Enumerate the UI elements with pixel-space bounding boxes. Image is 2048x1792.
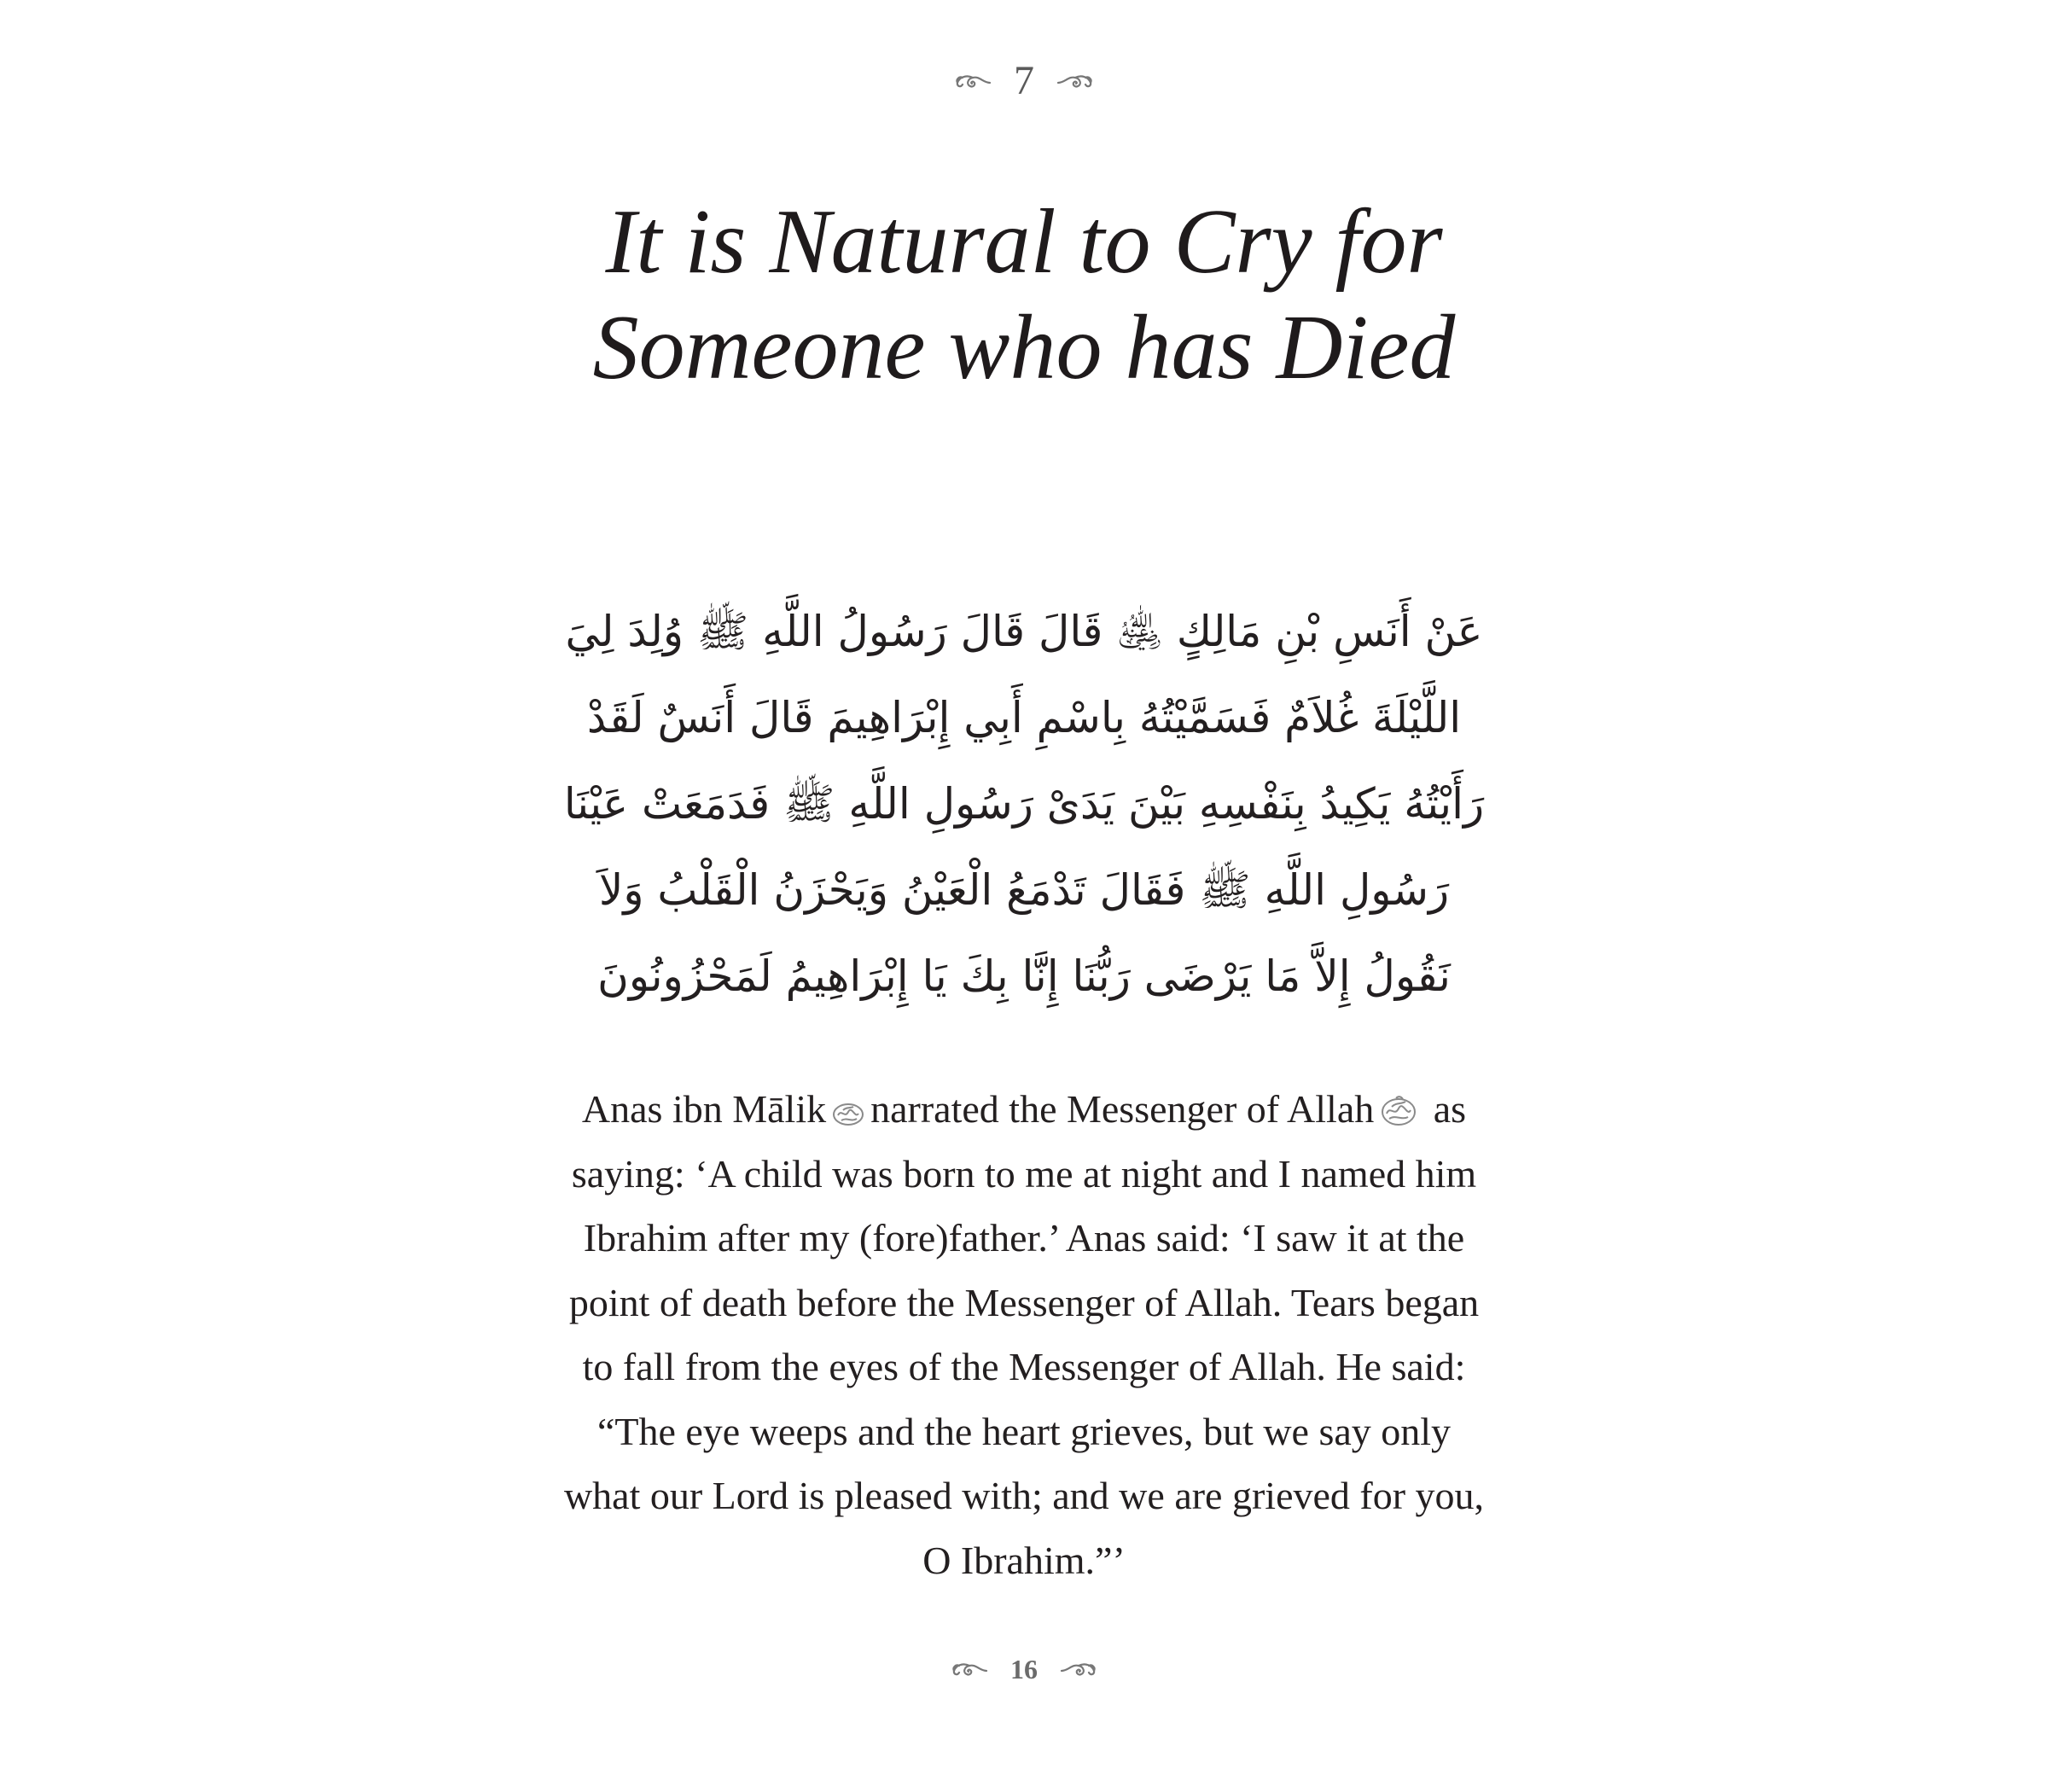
chapter-number: 7 (1014, 58, 1034, 103)
fleuron-right-icon (1056, 71, 1094, 91)
fleuron-left-icon (954, 71, 992, 91)
narrator-name: Anas ibn Mālik (581, 1087, 827, 1131)
translation-part-3: as saying: ‘A child was born to me at night and I named him Ibrahim after my (fore)father.’ Anas said: ‘I saw it at the point of death before the Messenger of Allah. Tears began to fall from the eyes of the Messenger of Allah. He said: “The eye weeps and the heart grieves, but we say only what our Lord is pleased with; and we are grieved for you, O Ibrahim.”’ (563, 1087, 1485, 1582)
radiallahu-anhu-honorific-icon (831, 1098, 865, 1127)
page-footer (0, 1645, 2048, 1693)
chapter-title-line-2: Someone who has Died (592, 297, 1456, 399)
translation-part-2: narrated the Messenger of Allah (870, 1087, 1375, 1131)
arabic-hadith-text: عَنْ أَنَسِ بْنِ مَالِكٍ ﵁ قَالَ قَالَ رَسُولُ اللَّهِ ﷺ وُلِدَ لِيَ اللَّيْلَةَ غُلاَمٌ فَسَمَّيْتُهُ بِاسْمِ أَبِي إِبْرَاهِيمَ قَالَ أَنَسٌ لَقَدْ رَأَيْتُهُ يَكِيدُ بِنَفْسِهِ بَيْنَ يَدَىْ رَسُولِ اللَّهِ ﷺ فَدَمَعَتْ عَيْنَا رَسُولِ اللَّهِ ﷺ فَقَالَ تَدْمَعُ الْعَيْنُ وَيَحْزَنُ الْقَلْبُ وَلاَ نَقُولُ إِلاَّ مَا يَرْضَى رَبُّنَا إِنَّا بِكَ يَا إِبْرَاهِيمُ لَمَحْزُونُونَ (563, 607, 1485, 1001)
english-translation (563, 1077, 1485, 1592)
page-number: 16 (1010, 1654, 1038, 1684)
fleuron-left-footer-icon (951, 1659, 988, 1679)
chapter-header (0, 53, 2048, 109)
chapter-title (256, 189, 1792, 401)
fleuron-right-footer-icon (1060, 1659, 1097, 1679)
sallallahu-alayhi-wasallam-honorific-icon (1379, 1093, 1418, 1127)
chapter-title-line-1: It is Natural to Cry for (605, 191, 1443, 293)
